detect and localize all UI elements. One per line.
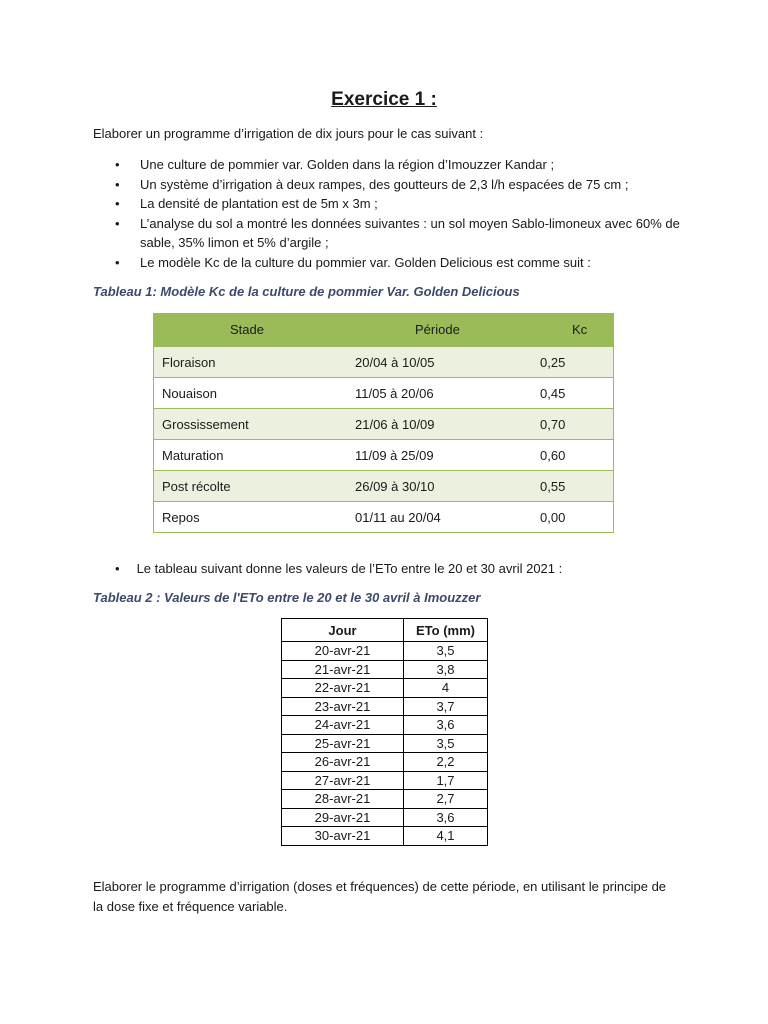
- list-item: [93, 214, 693, 253]
- cell-periode: 11/09 à 25/09: [349, 440, 536, 471]
- table-row: [282, 679, 488, 698]
- list-item: [93, 175, 693, 195]
- cell-eto: 4,1: [404, 827, 488, 846]
- cell-kc: 0,00: [536, 502, 614, 533]
- table-row: [282, 808, 488, 827]
- cell-stade: Floraison: [154, 347, 350, 378]
- table-row: [282, 642, 488, 661]
- cell-eto: 3,6: [404, 808, 488, 827]
- cell-stade: Grossissement: [154, 409, 350, 440]
- header-stade: Stade: [154, 313, 350, 347]
- table-row: [282, 827, 488, 846]
- header-eto: ETo (mm): [404, 619, 488, 642]
- list-item-text: Une culture de pommier var. Golden dans la région d’Imouzzer Kandar ;: [140, 157, 555, 172]
- cell-eto: 3,5: [404, 734, 488, 753]
- cell-kc: 0,70: [536, 409, 614, 440]
- table-row: [282, 771, 488, 790]
- table2-caption: Tableau 2 : Valeurs de l'ETo entre le 20 et le 30 avril à Imouzzer: [93, 590, 481, 605]
- cell-eto: 3,5: [404, 642, 488, 661]
- list-item: [93, 155, 693, 175]
- list-item: [93, 253, 693, 273]
- table-row: [154, 409, 614, 440]
- cell-eto: 2,7: [404, 790, 488, 809]
- cell-kc: 0,25: [536, 347, 614, 378]
- kc-table: [153, 313, 614, 533]
- cell-eto: 2,2: [404, 753, 488, 772]
- bullet-icon: •: [115, 196, 120, 211]
- list-item-text: L’analyse du sol a montré les données suivantes : un sol moyen Sablo-limoneux avec 60% de sable, 35% limon et 5% d’argile ;: [140, 215, 680, 250]
- table-row: [282, 660, 488, 679]
- bullet-icon: •: [115, 254, 120, 270]
- cell-jour: 30-avr-21: [282, 827, 404, 846]
- cell-eto: 4: [404, 679, 488, 698]
- table-header-row: [282, 619, 488, 642]
- list-item-text: Le modèle Kc de la culture du pommier var. Golden Delicious est comme suit :: [140, 254, 591, 270]
- table-row: [154, 471, 614, 502]
- cell-kc: 0,45: [536, 378, 614, 409]
- bullet-icon: •: [115, 176, 120, 192]
- table-row: [282, 697, 488, 716]
- table-row: [154, 347, 614, 378]
- eto-bullet-text: Le tableau suivant donne les valeurs de l’ETo entre le 20 et 30 avril 2021 :: [136, 561, 563, 576]
- cell-periode: 21/06 à 10/09: [349, 409, 536, 440]
- table-row: [282, 734, 488, 753]
- cell-jour: 26-avr-21: [282, 753, 404, 772]
- cell-jour: 23-avr-21: [282, 697, 404, 716]
- conclusion-text: Elaborer le programme d’irrigation (doses et fréquences) de cette période, en utilisant le principe de la dose fixe et fréquence variable.: [93, 879, 667, 914]
- table-row: [154, 502, 614, 533]
- cell-jour: 20-avr-21: [282, 642, 404, 661]
- eto-bullet: [93, 561, 562, 576]
- list-item: [93, 194, 693, 214]
- cell-eto: 3,6: [404, 716, 488, 735]
- table-row: [282, 790, 488, 809]
- cell-jour: 28-avr-21: [282, 790, 404, 809]
- cell-eto: 3,7: [404, 697, 488, 716]
- cell-stade: Post récolte: [154, 471, 350, 502]
- cell-periode: 11/05 à 20/06: [349, 378, 536, 409]
- conditions-list: [93, 155, 693, 272]
- header-jour: Jour: [282, 619, 404, 642]
- table1-caption: Tableau 1: Modèle Kc de la culture de pommier Var. Golden Delicious: [93, 284, 520, 299]
- bullet-icon: •: [115, 215, 120, 231]
- cell-jour: 24-avr-21: [282, 716, 404, 735]
- cell-jour: 21-avr-21: [282, 660, 404, 679]
- cell-stade: Nouaison: [154, 378, 350, 409]
- header-periode: Période: [349, 313, 536, 347]
- cell-stade: Maturation: [154, 440, 350, 471]
- cell-periode: 26/09 à 30/10: [349, 471, 536, 502]
- cell-periode: 20/04 à 10/05: [349, 347, 536, 378]
- exercise-title: Exercice 1 :: [331, 89, 437, 110]
- cell-jour: 22-avr-21: [282, 679, 404, 698]
- cell-eto: 3,8: [404, 660, 488, 679]
- cell-stade: Repos: [154, 502, 350, 533]
- intro-text: Elaborer un programme d’irrigation de dix jours pour le cas suivant :: [93, 126, 484, 141]
- list-item-text: La densité de plantation est de 5m x 3m ;: [140, 196, 378, 211]
- cell-periode: 01/11 au 20/04: [349, 502, 536, 533]
- table-row: [154, 440, 614, 471]
- table-row: [282, 753, 488, 772]
- table-row: [154, 378, 614, 409]
- cell-jour: 25-avr-21: [282, 734, 404, 753]
- cell-kc: 0,60: [536, 440, 614, 471]
- list-item-text: Un système d’irrigation à deux rampes, des goutteurs de 2,3 l/h espacées de 75 cm ;: [140, 176, 629, 192]
- bullet-icon: •: [115, 561, 120, 576]
- cell-kc: 0,55: [536, 471, 614, 502]
- bullet-icon: •: [115, 157, 120, 172]
- cell-jour: 27-avr-21: [282, 771, 404, 790]
- table-row: [282, 716, 488, 735]
- table-header-row: [154, 313, 614, 347]
- cell-eto: 1,7: [404, 771, 488, 790]
- cell-jour: 29-avr-21: [282, 808, 404, 827]
- header-kc: Kc: [536, 313, 614, 347]
- eto-table: [281, 618, 488, 846]
